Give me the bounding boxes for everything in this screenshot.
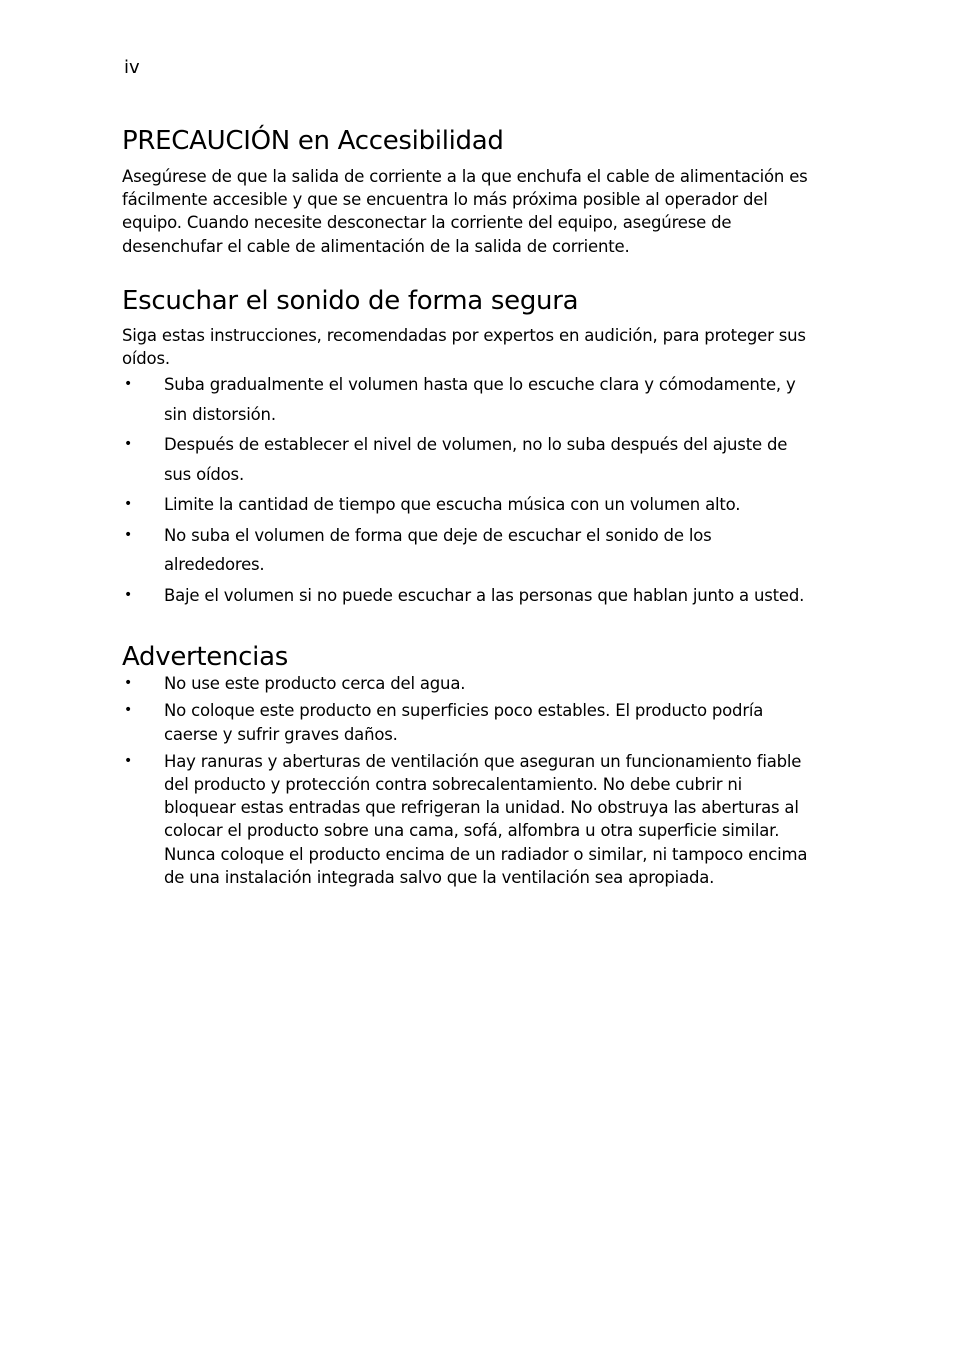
list-item [122, 370, 812, 429]
bullet-icon: • [123, 526, 133, 543]
list-item [122, 521, 812, 580]
listening-bullet-list [122, 370, 812, 610]
list-item-text: Suba gradualmente el volumen hasta que lo escuche clara y cómodamente, y sin distorsión. [164, 375, 796, 424]
list-item [122, 699, 812, 745]
bullet-icon: • [123, 376, 133, 393]
warnings-bullet-list [122, 672, 812, 889]
bullet-icon: • [123, 436, 133, 453]
section-title-accessibility: PRECAUCIÓN en Accesibilidad [122, 126, 504, 156]
list-item-text: Después de establecer el nivel de volumen, no lo suba después del ajuste de sus oídos. [164, 435, 788, 484]
list-item-text: No suba el volumen de forma que deje de escuchar el sonido de los alrededores. [164, 525, 712, 575]
list-item-text: No use este producto cerca del agua. [164, 674, 466, 694]
bullet-icon: • [123, 496, 133, 513]
page-number: iv [124, 57, 140, 78]
bullet-icon: • [123, 586, 133, 603]
list-item-text: No coloque este producto en superficies poco estables. El producto podría caerse y sufrir graves daños. [164, 701, 764, 744]
section-accessibility [122, 124, 812, 258]
section-listening [122, 284, 812, 610]
list-item [122, 581, 812, 611]
list-item [122, 750, 812, 889]
list-item [122, 672, 812, 695]
listening-intro-paragraph: Siga estas instrucciones, recomendadas por expertos en audición, para proteger sus oídos. [122, 325, 806, 369]
list-item-text: Limite la cantidad de tiempo que escucha música con un volumen alto. [164, 495, 741, 515]
page-content [122, 120, 812, 889]
list-item [122, 430, 812, 489]
accessibility-paragraph: Asegúrese de que la salida de corriente a la que enchufa el cable de alimentación es fácilmente accesible y que se encuentra lo más próxima posible al operador del equipo. Cuando necesite desconectar la corriente del equipo, asegúrese de desenchufar el cable de alimentación de la salida de corriente. [122, 167, 808, 256]
list-item [122, 490, 812, 520]
section-warnings [122, 640, 812, 889]
bullet-icon: • [123, 752, 133, 769]
bullet-icon: • [123, 675, 133, 692]
list-item-text: Baje el volumen si no puede escuchar a las personas que hablan junto a usted. [164, 585, 805, 605]
section-title-warnings: Advertencias [122, 642, 288, 673]
section-title-listening: Escuchar el sonido de forma segura [122, 285, 579, 316]
bullet-icon: • [123, 702, 133, 719]
list-item-text: Hay ranuras y aberturas de ventilación que aseguran un funcionamiento fiable del producto y protección contra sobrecalentamiento. No debe cubrir ni bloquear estas entradas que refrigeran la unidad. No obstruya las aberturas al colocar el producto sobre una cama, sofá, alfombra u otra superficie similar. Nunca coloque el producto encima de un radiador o similar, ni tampoco encima de una instalación integrada salvo que la ventilación sea apropiada. [164, 751, 808, 887]
